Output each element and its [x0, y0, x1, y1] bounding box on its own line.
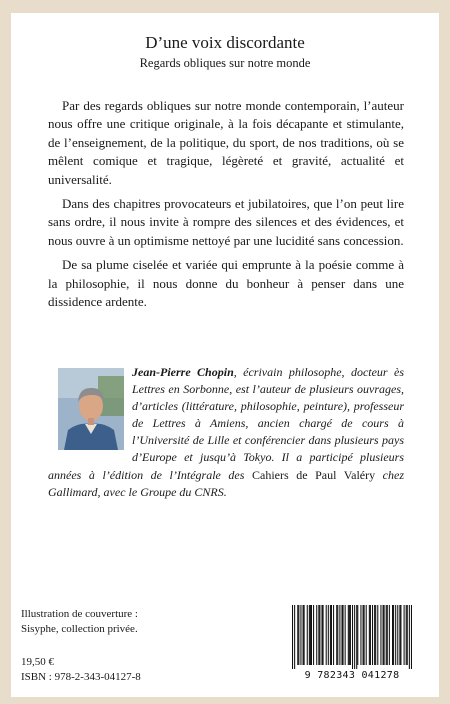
barcode-bar	[357, 605, 358, 665]
barcode-bar	[337, 605, 338, 665]
barcode-bar	[395, 605, 396, 665]
barcode-bar	[304, 605, 305, 665]
barcode-bar	[375, 605, 376, 665]
barcode-bar	[326, 605, 327, 665]
barcode-bar	[341, 605, 342, 665]
barcode-bar	[349, 605, 350, 665]
barcode-bar	[377, 605, 378, 665]
barcode-bar	[292, 605, 293, 669]
blurb-paragraph: Par des regards obliques sur notre monde contemporain, l’auteur nous offre une critique originale, à la fois décapante et stimulante, de l’enseignement, de la politique, du sport, de nos traditions, où se mêlent comique et tragique, légèreté et gravité, actualité et universalité.	[48, 98, 404, 187]
barcode-bar	[370, 605, 371, 665]
barcode-bar	[409, 605, 410, 669]
barcode-bar	[374, 605, 375, 665]
barcode-bar	[343, 605, 344, 665]
barcode-bar	[369, 605, 370, 665]
barcode-bar	[363, 605, 364, 665]
barcode-bar	[356, 605, 357, 669]
blurb-paragraph: Dans des chapitres provocateurs et jubilatoires, que l’on peut lire sans ordre, il nous invite à rompre des silences et des évidences, et nous ouvre à un optimisme nettoyé par une lucidité sans concession.	[48, 196, 404, 248]
author-bio	[48, 364, 404, 524]
barcode-bar	[294, 605, 295, 669]
barcode-bar	[386, 605, 387, 665]
barcode-bar	[366, 605, 367, 665]
barcode-bar	[384, 605, 385, 665]
price-block	[21, 655, 141, 685]
barcode-bar	[399, 605, 400, 665]
barcode-bar	[333, 605, 334, 665]
author-photo	[58, 368, 124, 450]
barcode-bar	[318, 605, 319, 665]
book-subtitle: Regards obliques sur notre monde	[139, 56, 311, 70]
barcode-bar	[389, 605, 390, 665]
credit-line: Illustration de couverture :	[21, 608, 138, 620]
barcode-bars	[292, 605, 412, 669]
barcode	[284, 601, 420, 686]
barcode-bar	[406, 605, 407, 665]
bio-text-part: , écrivain philosophe, docteur ès Lettres en Sorbonne, est l’auteur de plusieurs ouvrages, d’articles (littérature, philosophie, peinture), professeur de Lettres à Amiens, ancien chargé de cours à l’Université de Lille et conférencier dans plusieurs pays d’Europe et jusqu’à Tokyo. Il a participé plusieurs années à l’édition de l’Intégrale des	[48, 365, 404, 482]
bio-text-part: chez Gallimard, avec le Groupe du CNRS.	[48, 467, 404, 499]
barcode-bar	[393, 605, 394, 665]
blurb	[48, 97, 404, 317]
barcode-bar	[309, 605, 310, 665]
barcode-bar	[311, 605, 312, 665]
barcode-bar	[328, 605, 329, 665]
cover-credit	[21, 607, 138, 637]
barcode-bar	[345, 605, 346, 665]
barcode-digits: 9 782343 041278	[304, 670, 400, 681]
barcode-bar	[297, 605, 298, 665]
barcode-bar	[352, 605, 353, 669]
barcode-bar	[392, 605, 393, 665]
barcode-bar	[316, 605, 317, 665]
barcode-bar	[307, 605, 308, 665]
author-name: Jean-Pierre Chopin	[132, 365, 234, 379]
barcode-bar	[300, 605, 301, 665]
barcode-bar	[372, 605, 373, 665]
barcode-bar	[383, 605, 384, 665]
bio-cahiers-title: Cahiers de Paul Valéry	[252, 467, 376, 482]
blurb-paragraph: De sa plume ciselée et variée qui emprunte à la poésie comme à la philosophie, il nous donne du bonheur à penser dans une dissidence ardente.	[48, 257, 404, 310]
barcode-bar	[339, 605, 340, 665]
barcode-bar	[310, 605, 311, 665]
barcode-bar	[330, 605, 331, 665]
back-cover	[11, 13, 439, 697]
barcode-bar	[319, 605, 320, 665]
barcode-bar	[331, 605, 332, 665]
barcode-bar	[411, 605, 412, 669]
barcode-bar	[298, 605, 299, 665]
credit-line: Sisyphe, collection privée.	[21, 623, 138, 635]
price: 19,50 €	[21, 656, 54, 668]
barcode-bar	[407, 605, 408, 665]
barcode-bar	[321, 605, 322, 665]
barcode-bar	[303, 605, 304, 665]
barcode-bar	[336, 605, 337, 665]
barcode-bar	[350, 605, 351, 665]
barcode-bar	[387, 605, 388, 665]
barcode-bar	[354, 605, 355, 669]
barcode-bar	[364, 605, 365, 665]
isbn: ISBN : 978-2-343-04127-8	[21, 671, 141, 683]
barcode-bar	[380, 605, 381, 665]
barcode-bar	[400, 605, 401, 665]
barcode-bar	[404, 605, 405, 665]
barcode-bar	[360, 605, 361, 665]
barcode-bar	[323, 605, 324, 665]
barcode-bar	[313, 605, 314, 665]
barcode-bar	[397, 605, 398, 665]
barcode-bar	[348, 605, 349, 665]
book-title: D’une voix discordante	[145, 33, 305, 52]
